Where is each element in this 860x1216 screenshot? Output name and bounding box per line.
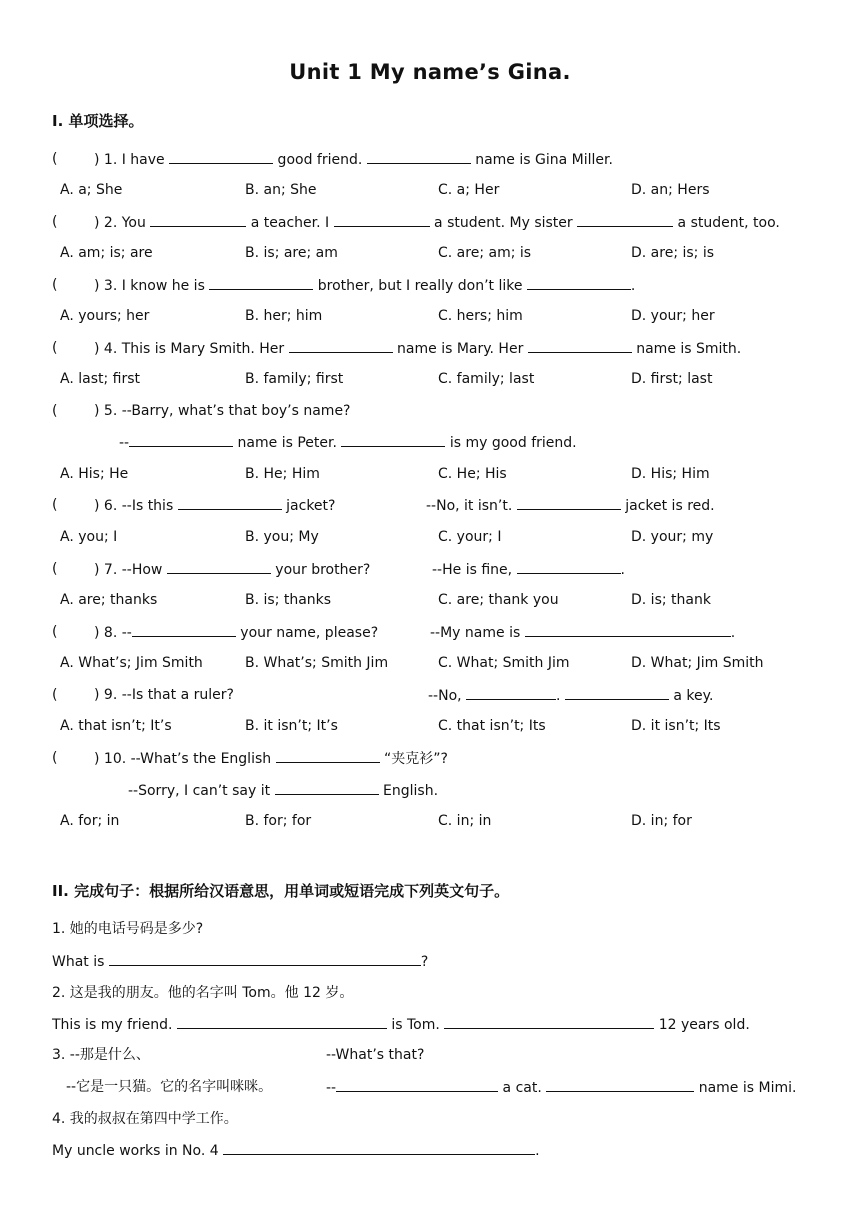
- question-1: ( ) 1. I have good friend. name is Gina Miller.: [0, 146, 860, 172]
- option-d[interactable]: D. an; Hers: [631, 182, 710, 198]
- answer-paren[interactable]: (: [52, 687, 58, 703]
- option-a[interactable]: A. What’s; Jim Smith: [60, 655, 203, 671]
- answer-paren[interactable]: (: [52, 214, 58, 230]
- option-b[interactable]: B. her; him: [245, 308, 323, 324]
- options-6: [0, 524, 860, 550]
- option-c[interactable]: C. What; Smith Jim: [438, 655, 570, 671]
- answer-paren[interactable]: (: [52, 277, 58, 293]
- answer-paren[interactable]: (: [52, 403, 58, 419]
- item-4-chinese: 4. 我的叔叔在第四中学工作。: [52, 1111, 238, 1127]
- option-a[interactable]: A. you; I: [60, 529, 118, 545]
- item-3-chinese: 3. --那是什么、 --What’s that?: [52, 1047, 425, 1063]
- answer-paren[interactable]: (: [52, 340, 58, 356]
- blank[interactable]: [444, 1011, 654, 1029]
- question-7: ( ) 7. --How your brother? --He is fine, .: [0, 556, 860, 582]
- question-10-reply: --Sorry, I can’t say it English.: [0, 777, 860, 803]
- blank[interactable]: [577, 209, 673, 227]
- answer-paren[interactable]: (: [52, 561, 58, 577]
- blank[interactable]: [517, 492, 621, 510]
- option-a[interactable]: A. am; is; are: [60, 245, 153, 261]
- option-b[interactable]: B. What’s; Smith Jim: [245, 655, 389, 671]
- options-1: [0, 177, 860, 203]
- option-a[interactable]: A. that isn’t; It’s: [60, 718, 172, 734]
- option-c[interactable]: C. hers; him: [438, 308, 523, 324]
- blank[interactable]: [527, 272, 631, 290]
- answer-paren[interactable]: (: [52, 497, 58, 513]
- blank[interactable]: [565, 682, 669, 700]
- option-d[interactable]: D. is; thank: [631, 592, 711, 608]
- blank[interactable]: [167, 556, 271, 574]
- blank[interactable]: [289, 335, 393, 353]
- item-2-english: This is my friend. is Tom. 12 years old.: [0, 1011, 860, 1037]
- option-d[interactable]: D. are; is; is: [631, 245, 715, 261]
- answer-paren[interactable]: (: [52, 750, 58, 766]
- question-4: ( ) 4. This is Mary Smith. Her name is Mary. Her name is Smith.: [0, 335, 860, 361]
- item-1-english: What is ?: [0, 948, 860, 974]
- blank[interactable]: [132, 619, 236, 637]
- question-9: ( ) 9. --Is that a ruler? --No, . a key.: [0, 682, 860, 708]
- blank[interactable]: [528, 335, 632, 353]
- option-d[interactable]: D. your; my: [631, 529, 714, 545]
- question-10: ( ) 10. --What’s the English “夹克衫”?: [0, 745, 860, 771]
- option-c[interactable]: C. your; I: [438, 529, 502, 545]
- option-d[interactable]: D. What; Jim Smith: [631, 655, 764, 671]
- blank[interactable]: [517, 556, 621, 574]
- option-c[interactable]: C. He; His: [438, 466, 507, 482]
- option-b[interactable]: B. an; She: [245, 182, 317, 198]
- blank[interactable]: [178, 492, 282, 510]
- question-2: ( ) 2. You a teacher. I a student. My sister a student, too.: [0, 209, 860, 235]
- option-c[interactable]: C. a; Her: [438, 182, 500, 198]
- option-b[interactable]: B. is; thanks: [245, 592, 332, 608]
- options-4: [0, 366, 860, 392]
- option-a[interactable]: A. His; He: [60, 466, 129, 482]
- options-2: [0, 240, 860, 266]
- option-a[interactable]: A. last; first: [60, 371, 141, 387]
- option-b[interactable]: B. it isn’t; It’s: [245, 718, 338, 734]
- question-5: ( ) 5. --Barry, what’s that boy’s name?: [0, 398, 860, 424]
- option-d[interactable]: D. His; Him: [631, 466, 710, 482]
- item-2-chinese: 2. 这是我的朋友。他的名字叫 Tom。他 12 岁。: [52, 985, 354, 1001]
- blank[interactable]: [336, 1074, 498, 1092]
- option-b[interactable]: B. you; My: [245, 529, 319, 545]
- question-3: ( ) 3. I know he is brother, but I really don’t like .: [0, 272, 860, 298]
- blank[interactable]: [367, 146, 471, 164]
- blank[interactable]: [334, 209, 430, 227]
- option-a[interactable]: A. a; She: [60, 182, 123, 198]
- blank[interactable]: [525, 619, 731, 637]
- blank[interactable]: [223, 1137, 535, 1155]
- blank[interactable]: [150, 209, 246, 227]
- options-5: [0, 461, 860, 487]
- blank[interactable]: [341, 429, 445, 447]
- question-6: ( ) 6. --Is this jacket? --No, it isn’t. jacket is red.: [0, 492, 860, 518]
- blank[interactable]: [109, 948, 421, 966]
- blank[interactable]: [275, 777, 379, 795]
- blank[interactable]: [169, 146, 273, 164]
- question-8: ( ) 8. -- your name, please? --My name is .: [0, 619, 860, 645]
- blank[interactable]: [209, 272, 313, 290]
- option-c[interactable]: C. in; in: [438, 813, 492, 829]
- question-5-reply: -- name is Peter. is my good friend.: [0, 429, 860, 455]
- options-7: [0, 587, 860, 613]
- options-9: [0, 713, 860, 739]
- option-c[interactable]: C. that isn’t; Its: [438, 718, 546, 734]
- options-3: [0, 303, 860, 329]
- option-b[interactable]: B. is; are; am: [245, 245, 338, 261]
- option-c[interactable]: C. are; am; is: [438, 245, 532, 261]
- blank[interactable]: [129, 429, 233, 447]
- item-4-english: My uncle works in No. 4 .: [0, 1137, 860, 1163]
- option-d[interactable]: D. it isn’t; Its: [631, 718, 721, 734]
- option-a[interactable]: A. for; in: [60, 813, 120, 829]
- option-c[interactable]: C. family; last: [438, 371, 535, 387]
- option-d[interactable]: D. your; her: [631, 308, 715, 324]
- option-d[interactable]: D. first; last: [631, 371, 713, 387]
- options-10: [0, 808, 860, 834]
- answer-paren[interactable]: (: [52, 624, 58, 640]
- option-c[interactable]: C. are; thank you: [438, 592, 559, 608]
- option-a[interactable]: A. yours; her: [60, 308, 150, 324]
- answer-paren[interactable]: (: [52, 151, 58, 167]
- section1-heading: I. 单项选择。: [52, 112, 144, 130]
- item-3-english: --它是一只猫。它的名字叫咪咪。 -- a cat. name is Mimi.: [0, 1074, 860, 1100]
- option-b[interactable]: B. family; first: [245, 371, 344, 387]
- item-1-chinese: 1. 她的电话号码是多少?: [52, 921, 204, 937]
- blank[interactable]: [177, 1011, 387, 1029]
- section2-heading: II. 完成句子：根据所给汉语意思，用单词或短语完成下列英文句子。: [52, 882, 510, 900]
- options-8: [0, 650, 860, 676]
- option-b[interactable]: B. for; for: [245, 813, 312, 829]
- blank[interactable]: [466, 682, 556, 700]
- page-title: Unit 1 My name’s Gina.: [289, 60, 571, 84]
- blank[interactable]: [276, 745, 380, 763]
- option-d[interactable]: D. in; for: [631, 813, 692, 829]
- blank[interactable]: [546, 1074, 694, 1092]
- option-b[interactable]: B. He; Him: [245, 466, 320, 482]
- option-a[interactable]: A. are; thanks: [60, 592, 158, 608]
